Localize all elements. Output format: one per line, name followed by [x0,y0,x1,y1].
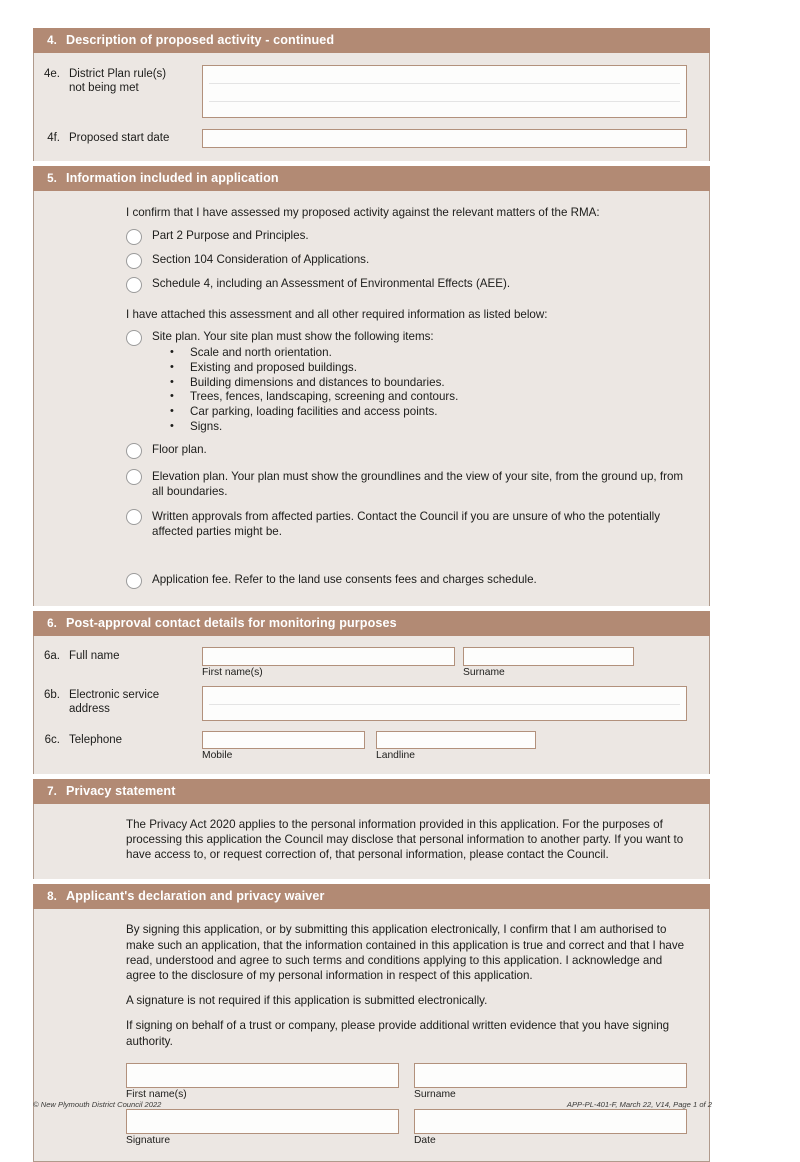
field-4e-label-line1: District Plan rule(s) [69,68,167,80]
list-item: • Building dimensions and distances to boundaries. [152,376,458,391]
list-item: • Car parking, loading facilities and access points. [152,405,458,420]
field-6b-label-line1: Electronic service [69,688,160,701]
option-floor-plan[interactable] [126,443,687,459]
sign-surname-input[interactable] [414,1063,687,1088]
option-section104-label: Section 104 Consideration of Applications. [152,253,370,266]
section-7-body [33,804,710,880]
radio-circle-icon[interactable] [126,443,142,459]
field-4e-control [202,65,687,118]
sign-date-sublabel: Date [414,1134,436,1146]
field-6b [34,686,687,721]
radio-circle-icon[interactable] [126,573,142,589]
field-4e [34,65,687,118]
field-6a-number: 6a. [44,649,60,662]
section-5-intro-1: I confirm that I have assessed my proposed activity against the relevant matters of the RMA: [126,206,600,219]
field-6a-surname-group [463,647,634,679]
sign-surname-sublabel: Surname [414,1088,456,1100]
field-6a [34,647,687,679]
field-6a-surname-sublabel: Surname [463,666,505,678]
section-6-body [33,636,710,774]
section-8-body [33,909,710,1161]
field-4f-number: 4f. [47,132,60,144]
page-footer [33,1100,712,1109]
field-6a-control [202,647,687,679]
field-4e-label-line2: not being met [69,82,139,94]
section-7 [33,779,710,880]
field-6a-label: Full name [69,649,120,662]
rule-line [209,83,680,84]
sign-firstname-group [126,1063,399,1101]
field-4e-label [69,65,202,95]
privacy-statement-paragraph: The Privacy Act 2020 applies to the personal information provided in this application. For the purposes of processing this application the Council may disclose that personal information to another party. If you want to have access to, or request correction of, that personal information, please contact the Council. [126,817,684,862]
footer-docref: APP-PL-401-F, March 22, V14, Page 1 of 2 [566,1100,712,1109]
option-schedule4-label: Schedule 4, including an Assessment of Environmental Effects (AEE). [152,277,511,290]
section-7-number: 7. [47,784,57,798]
field-6c-landline-sublabel: Landline [376,749,415,761]
radio-circle-icon[interactable] [126,469,142,485]
sign-firstname-sublabel: First name(s) [126,1088,187,1100]
section-7-title: Privacy statement [66,783,176,798]
option-section104[interactable] [126,253,687,269]
section-6-title: Post-approval contact details for monitoring purposes [66,615,397,630]
option-site-plan[interactable] [126,330,687,435]
field-4f [34,129,687,148]
list-item: • Scale and north orientation. [152,346,458,361]
declaration-paragraph-1: By signing this application, or by submitting this application electronically, I confirm that I am authorised to make such an application, that the information contained in this application is true and correct and that I have read, understood and agree to such terms and conditions applying to this application. I acknowledge and agree to the disclosure of my personal information in respect of this application. [126,923,685,982]
sign-firstname-input[interactable] [126,1063,399,1088]
field-4e-input[interactable] [202,65,687,118]
list-item: • Signs. [152,420,458,435]
option-written-approvals[interactable] [126,509,687,539]
field-4f-control [202,129,687,148]
field-6b-control [202,686,687,721]
sign-date-group [414,1109,687,1147]
rule-line [209,101,680,102]
field-6c-landline-group [376,731,536,762]
option-schedule4[interactable] [126,277,687,293]
sign-signature-sublabel: Signature [126,1134,171,1146]
field-6b-label [69,686,202,716]
section-4-body [33,53,710,161]
field-6a-firstname-input[interactable] [202,647,455,666]
field-4f-input[interactable] [202,129,687,148]
section-5-number: 5. [47,172,57,185]
field-6c-mobile-input[interactable] [202,731,365,749]
sign-surname-group [414,1063,687,1101]
field-4f-label: Proposed start date [69,132,170,144]
declaration-paragraph-3: If signing on behalf of a trust or company, please provide additional written evidence that you have signing authority. [126,1019,670,1048]
section-5-header [33,166,710,191]
list-item: • Trees, fences, landscaping, screening and contours. [152,390,458,405]
option-application-fee-label: Application fee. Refer to the land use consents fees and charges schedule. [152,572,537,586]
section-7-header [33,779,710,804]
sign-signature-group [126,1109,399,1147]
section-4-header [33,28,710,53]
option-site-plan-block [152,330,458,435]
section-8-title: Applicant's declaration and privacy waiver [66,889,325,904]
section-4-number: 4. [47,34,57,47]
section-8-header [33,884,710,909]
field-6a-surname-input[interactable] [463,647,634,666]
field-6c-mobile-group [202,731,365,762]
footer-copyright: © New Plymouth District Council 2022 [33,1100,162,1109]
section-8 [33,884,710,1161]
field-6b-label-line2: address [69,702,110,715]
signature-row-names [34,1063,709,1101]
radio-circle-icon[interactable] [126,509,142,525]
sign-signature-input[interactable] [126,1109,399,1134]
option-application-fee[interactable] [126,573,687,589]
field-6a-firstname-group [202,647,455,679]
option-elevation-plan[interactable] [126,469,687,499]
option-part2-label: Part 2 Purpose and Principles. [152,229,309,242]
field-4e-number: 4e. [44,68,60,80]
section-5-body [33,191,710,606]
option-site-plan-label: Site plan. Your site plan must show the following items: [152,330,434,343]
field-6c-number: 6c. [44,733,60,746]
field-6b-input[interactable] [202,686,687,721]
section-6-number: 6. [47,616,57,630]
radio-circle-icon[interactable] [126,229,142,245]
section-6-header [33,611,710,636]
declaration-paragraph-2: A signature is not required if this application is submitted electronically. [126,994,488,1008]
field-6a-firstname-sublabel: First name(s) [202,666,263,678]
field-6c-landline-input[interactable] [376,731,536,749]
rule-line [209,704,680,705]
signature-row-signature [34,1109,709,1147]
section-5-title: Information included in application [66,171,279,185]
radio-circle-icon[interactable] [126,330,142,346]
field-6c-mobile-sublabel: Mobile [202,749,233,761]
section-8-number: 8. [47,890,57,904]
option-part2[interactable] [126,229,687,245]
section-6 [33,611,710,774]
option-written-approvals-label: Written approvals from affected parties. Contact the Council if you are unsure of who the potentially affected parties might be. [152,509,661,538]
field-6c [34,731,687,762]
option-elevation-plan-label: Elevation plan. Your plan must show the groundlines and the view of your site, from the ground up, from all boundaries. [152,469,684,498]
field-6c-label: Telephone [69,733,123,746]
sign-date-input[interactable] [414,1109,687,1134]
section-4-title: Description of proposed activity - continued [66,33,335,47]
section-4 [33,28,710,161]
field-6c-control [202,731,687,762]
field-6b-number: 6b. [44,688,60,701]
site-plan-bullets [152,346,458,435]
radio-circle-icon[interactable] [126,277,142,293]
declaration-text [34,922,709,1048]
radio-circle-icon[interactable] [126,253,142,269]
section-5 [33,166,710,606]
option-floor-plan-label: Floor plan. [152,442,207,456]
list-item: • Existing and proposed buildings. [152,361,458,376]
section-5-intro-2: I have attached this assessment and all other required information as listed below: [126,308,548,321]
